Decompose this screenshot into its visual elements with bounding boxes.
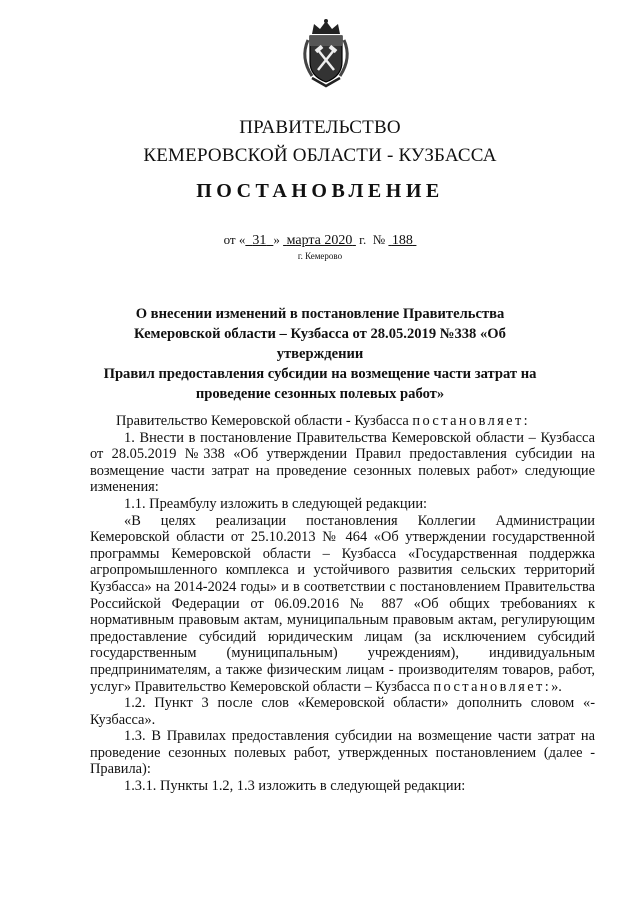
- government-name-line1: ПРАВИТЕЛЬСТВО: [239, 117, 401, 138]
- document-subject: [100, 304, 540, 404]
- year-suffix: г.: [359, 232, 367, 247]
- date-number-line: [0, 232, 640, 249]
- subject-line: Кемеровской области – Кузбасса от 28.05.2019 №338 «Об утверждении: [134, 326, 506, 362]
- document-body: [90, 413, 595, 795]
- paragraph-1: 1. Внести в постановление Правительства Кемеровской области – Кузбасса от 28.05.2019 №338 «Об утверждении Правил предоставления субсидии на возмещение части затрат на проведение сезонных полевых работ» следующие изменения:: [90, 429, 595, 496]
- government-name-line2: КЕМЕРОВСКОЙ ОБЛАСТИ - КУЗБАССА: [143, 145, 497, 166]
- date-day: 31: [252, 233, 267, 248]
- subject-line: Правил предоставления субсидии на возмещение части затрат на: [103, 366, 537, 382]
- document-number: 188: [391, 233, 413, 248]
- date-month-year: марта 2020: [286, 233, 353, 248]
- quoted-preamble: «В целях реализации постановления Коллегии Администрации Кемеровской области от 25.10.2013 № 464 «Об утверждении государственной программы Кемеровской области – Кузбасса «Государственная поддержка агропромышленного комплекса и устойчивого развития сельских территорий Кузбасса» на 2014-2024 годы» и в соответствии с постановлением Правительства Российской Федерации от 06.09.2016 № 887 «Об общих требованиях к нормативным правовым актам, муниципальным правовым актам, регулирующим предоставление субсидий юридическим лицам (за исключением субсидий государственным (муниципальным) учреждениям), индивидуальным предпринимателям, а также физическим лицам - производителям товаров, работ, услуг» Правительство Кемеровской области – Кузбасса постановляет:».: [90, 512, 595, 695]
- paragraph-1-3: 1.3. В Правилах предоставления субсидии на возмещение части затрат на проведение сезонных полевых работ, утвержденных постановлением (далее - Правила):: [90, 728, 595, 778]
- date-prefix: от «: [223, 232, 246, 247]
- subject-line: проведение сезонных полевых работ»: [195, 386, 445, 402]
- intro-paragraph: Правительство Кемеровской области - Кузбасса постановляет:: [116, 413, 531, 429]
- document-type-title: ПОСТАНОВЛЕНИЕ: [196, 180, 444, 202]
- subject-line: О внесении изменений в постановление Правительства: [135, 306, 505, 322]
- paragraph-1-1: 1.1. Преамбулу изложить в следующей редакции:: [124, 495, 428, 512]
- date-quote-close: »: [273, 232, 280, 247]
- paragraph-1-2: 1.2. Пункт 3 после слов «Кемеровской области» дополнить словом «- Кузбасса».: [90, 695, 595, 728]
- kemerovo-coat-of-arms-icon: [296, 18, 356, 88]
- paragraph-1-3-1: 1.3.1. Пункты 1.2, 1.3 изложить в следующей редакции:: [124, 778, 466, 795]
- city-name: г. Кемерово: [297, 251, 343, 261]
- number-label: №: [372, 232, 386, 247]
